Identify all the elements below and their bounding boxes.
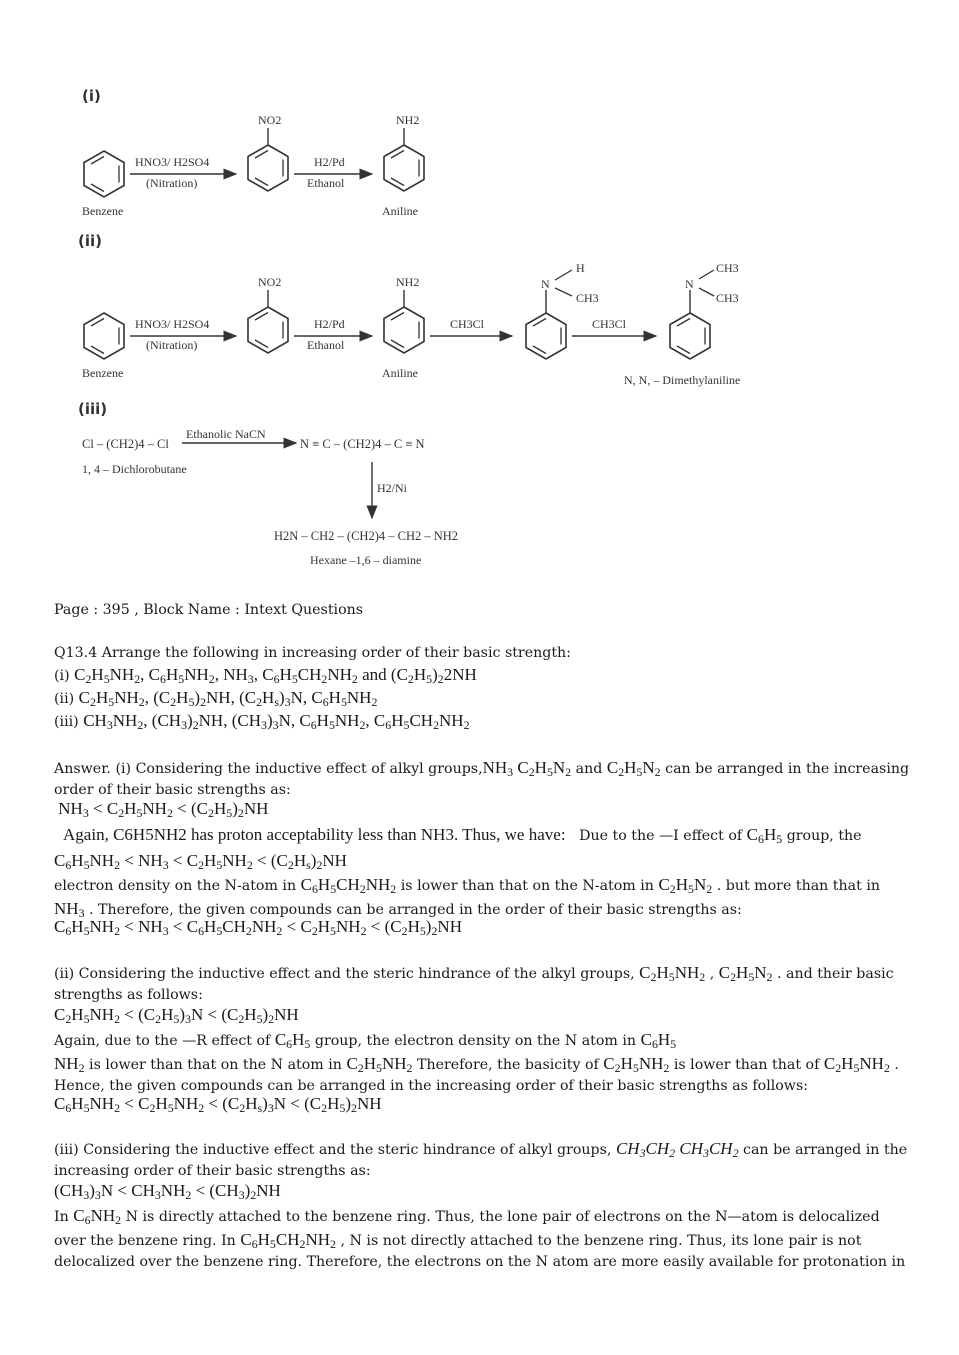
scheme-ii-ch3-label-1: CH3 (576, 291, 599, 305)
dimethylaniline-ring-icon (670, 313, 710, 359)
question-title: Q13.4 Arrange the following in increasing order of their basic strength: (54, 645, 571, 661)
scheme-i-reagent2-top: H2/Pd (314, 155, 345, 169)
scheme-iii-intermediate: N ≡ C – (CH2)4 – C ≡ N (300, 437, 425, 451)
scheme-ii-ch3-label-2: CH3 (716, 261, 739, 275)
aniline-ring-icon (384, 145, 424, 191)
scheme-i-sub-no2: NO2 (258, 113, 282, 127)
scheme-iii-reagent1: Ethanolic NaCN (186, 427, 266, 441)
scheme-ii-sub-no2: NO2 (258, 275, 282, 289)
aniline-ring-icon (384, 307, 424, 353)
nitrobenzene-ring-icon (248, 307, 288, 353)
scheme-ii-ch3-label-3: CH3 (716, 291, 739, 305)
scheme-ii-reagent4: CH3Cl (592, 317, 627, 331)
answer-iii-explanation: In $C_6NH_2$ N is directly attached to the benzene ring. Thus, the lone pair of electrons on the N—atom is delocalized over the benzene ring. In $C_6H_5CH_2NH_2$ , N is not directly attached to the benzene ring. Thus, its lone pair is not delocalized over the benzene ring. Therefore, the electrons on the N atom are more easily available for protonation in (54, 1206, 906, 1270)
scheme-i-sub-nh2: NH2 (396, 113, 420, 127)
scheme-ii-reagent2-bottom: Ethanol (307, 338, 345, 352)
scheme-iii-reactant: Cl – (CH2)4 – Cl (82, 437, 169, 451)
scheme-ii-sub-nh2: NH2 (396, 275, 420, 289)
question-item-ii: (ii) $C_2H_5NH_2$, $(C_2H_5)_2NH$, $(C_2H_s)_3N$, $C_6H_5NH_2$ (54, 688, 378, 709)
scheme-ii-name-start: Benzene (82, 366, 124, 380)
page-info: Page : 395 , Block Name : Intext Questions (54, 602, 364, 618)
scheme-iii-product: H2N – CH2 – (CH2)4 – CH2 – NH2 (274, 529, 459, 543)
question-item-i: (i) $C_2H_5NH_2$, $C_6H_5NH_2$, $NH_3$, $C_6H_5CH_2NH_2$ and $(C_2H_5)_22NH$ (54, 665, 477, 686)
answer-i-again: Again, C6H5NH2 has proton acceptability less than NH3. Thus, we have: Due to the —I effect of $C_6H_5$ group, the (63, 825, 862, 846)
answer-ii-final-order: $C_6H_5NH_2 < C_2H_5NH_2 < (C_2H_s)_3N < (C_2H_5)_2NH$ (54, 1094, 382, 1115)
answer-ii-intro: (ii) Considering the inductive effect and the steric hindrance of the alkyl groups, $C_2H_5NH_2$ , $C_2H_5N_2$ . and their basic strengths as follows: (54, 963, 894, 1003)
scheme-ii-reagent1-top: HNO3/ H2SO4 (135, 317, 210, 331)
reaction-schemes-figure (0, 0, 959, 580)
scheme-i-reagent1-bottom: (Nitration) (146, 176, 198, 190)
scheme-iii-reagent2: H2/Ni (377, 481, 407, 495)
scheme-ii-n-label-2: N (685, 277, 694, 291)
answer-i-order-2: $C_6H_5NH_2 < NH_3 < C_2H_5NH_2 < (C_2H_s)_2NH$ (54, 851, 347, 872)
scheme-i-label: (i) (82, 87, 101, 105)
scheme-iii-reactant-name: 1, 4 – Dichlorobutane (82, 462, 187, 476)
scheme-ii-n-label-1: N (541, 277, 550, 291)
answer-i-explanation: electron density on the N-atom in $C_6H_5CH_2NH_2$ is lower than that on the N-atom in $C_2H_5N_2$ . but more than that in $NH_3$ . Therefore, the given compounds can be arranged in the order of their basic strengths as: (54, 875, 880, 920)
scheme-ii-reagent1-bottom: (Nitration) (146, 338, 198, 352)
benzene-ring-icon (84, 151, 124, 197)
scheme-i-name-end: Aniline (382, 204, 418, 218)
scheme-i-name-start: Benzene (82, 204, 124, 218)
answer-ii-order-1: $C_2H_5NH_2 < (C_2H_5)_3N < (C_2H_5)_2NH$ (54, 1005, 299, 1026)
scheme-ii-name-mid: Aniline (382, 366, 418, 380)
scheme-ii-reagent3: CH3Cl (450, 317, 485, 331)
scheme-iii-product-name: Hexane –1,6 – diamine (310, 553, 422, 567)
answer-ii-explanation: Again, due to the —R effect of $C_6H_5$ group, the electron density on the N atom in $C_6H_5$ $NH_2$ is lower than that on the N atom in $C_2H_5NH_2$ Therefore, the basicity of $C_2H_5NH_2$ is lower than that of $C_2H_5NH_2$ . Hence, the given compounds can be arranged in the increasing order of their basic strengths as follows: (54, 1030, 899, 1094)
scheme-ii-name-end: N, N, – Dimethylaniline (624, 373, 741, 387)
answer-iii-intro: (iii) Considering the inductive effect and the steric hindrance of alkyl groups, $CH_3CH_2$ $CH_3CH_2$ can be arranged in the increasing order of their basic strengths as: (54, 1139, 908, 1179)
answer-i-intro: Answer. (i) Considering the inductive effect of alkyl $groups,NH_3$ $C_2H_5N_2$ and $C_2H_5N_2$ can be arranged in the increasing order of their basic strengths as: (54, 758, 910, 798)
scheme-ii-h-label: H (576, 261, 585, 275)
question-item-iii: (iii) $CH_3NH_2$, $(CH_3)_2NH$, $(CH_3)_3N$, $C_6H_5NH_2$, $C_6H_5CH_2NH_2$ (54, 711, 470, 732)
scheme-i-reagent2-bottom: Ethanol (307, 176, 345, 190)
scheme-ii-reagent2-top: H2/Pd (314, 317, 345, 331)
scheme-iii-label: (iii) (78, 400, 108, 418)
scheme-i-reagent1-top: HNO3/ H2SO4 (135, 155, 210, 169)
answer-i-final-order: $C_6H_5NH_2 < NH_3 < C_6H_5CH_2NH_2 < C_2H_5NH_2 < (C_2H_5)_2NH$ (54, 917, 462, 938)
answer-iii-order: $(CH_3)_3N < CH_3NH_2 < (CH_3)_2NH$ (54, 1181, 281, 1202)
n-methylaniline-ring-icon (526, 313, 566, 359)
answer-i-order-1: $NH_3 < C_2H_5NH_2 < (C_2H_5)_2NH$ (54, 799, 269, 820)
scheme-ii-label: (ii) (78, 232, 102, 250)
benzene-ring-icon (84, 313, 124, 359)
nitrobenzene-ring-icon (248, 145, 288, 191)
